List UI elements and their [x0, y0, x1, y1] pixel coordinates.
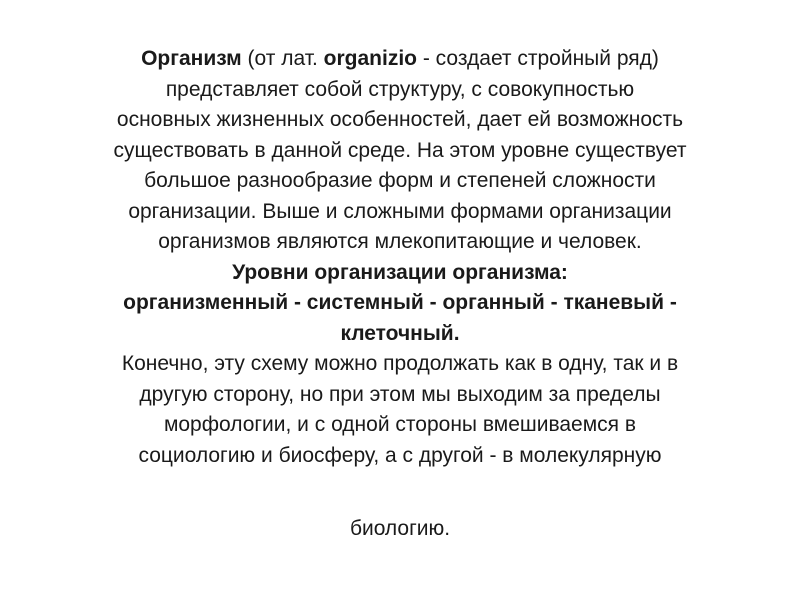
- levels-heading: Уровни организации организма:: [232, 260, 568, 284]
- latin-term: organizio: [323, 47, 417, 70]
- intro-line: представляет собой структуру, с совокупностью: [165, 77, 635, 101]
- paren-open-text: (от лат.: [241, 47, 324, 70]
- intro-line: основных жизненных особенностей, дает ей возможность: [116, 108, 684, 131]
- conclusion-line: другую сторону, но при этом мы выходим за пределы: [139, 382, 661, 406]
- conclusion-line: морфологии, и с одной стороны вмешиваемся в: [163, 413, 637, 436]
- levels-list-line: организменный - системный - органный - тканевый -: [123, 291, 677, 314]
- slide-text-block: [30, 44, 770, 471]
- conclusion-line: Конечно, эту схему можно продолжать как в одну, так и в: [121, 352, 679, 375]
- intro-line: организмов являются млекопитающие и человек.: [158, 230, 642, 253]
- conclusion-last-word: биологию.: [349, 517, 451, 540]
- organism-term: Организм: [141, 47, 242, 70]
- conclusion-line: социологию и биосферу, а с другой - в молекулярную: [138, 443, 662, 467]
- intro-line: большое разнообразие форм и степеней сложности: [144, 169, 656, 192]
- intro-first-line: [30, 44, 770, 75]
- intro-line: организации. Выше и сложными формами организации: [128, 199, 672, 223]
- paren-rest-text: - создает стройный ряд): [417, 47, 659, 70]
- levels-list-line: клеточный.: [340, 321, 460, 345]
- intro-line: существовать в данной среде. На этом уровне существует: [113, 138, 687, 162]
